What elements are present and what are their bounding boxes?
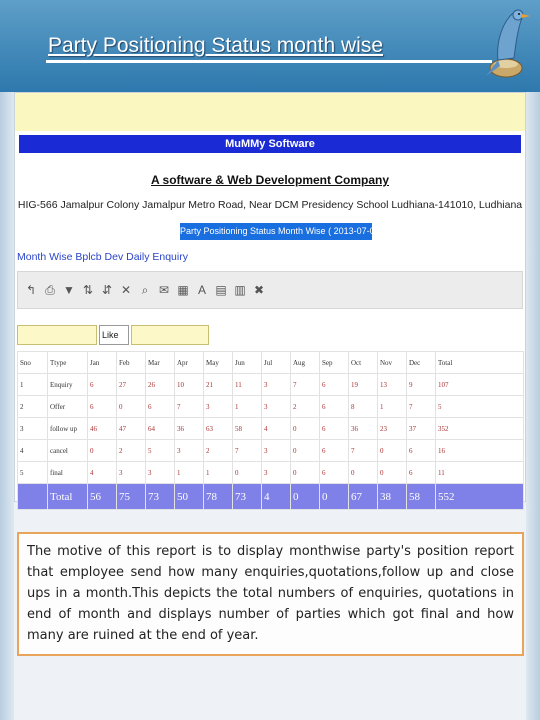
table-cell: 0 xyxy=(291,440,320,462)
report-toolbar xyxy=(17,271,523,309)
table-cell: 10 xyxy=(175,374,204,396)
table-cell: 5 xyxy=(146,440,175,462)
column-header[interactable]: Total xyxy=(436,352,524,374)
table-header-row xyxy=(18,352,524,374)
column-header[interactable]: Mar xyxy=(146,352,175,374)
table-cell: 3 xyxy=(262,374,291,396)
table-cell: 4 xyxy=(18,440,48,462)
table-cell: 27 xyxy=(117,374,146,396)
table-cell: 6 xyxy=(407,440,436,462)
column-header[interactable]: Oct xyxy=(349,352,378,374)
columns-icon[interactable]: ▥ xyxy=(234,283,246,297)
table-cell: 2 xyxy=(117,440,146,462)
slide-title: Party Positioning Status month wise xyxy=(48,34,383,57)
table-cell: 6 xyxy=(320,440,349,462)
table-cell: 11 xyxy=(233,374,262,396)
total-cell xyxy=(18,484,48,510)
total-cell: 75 xyxy=(117,484,146,510)
table-cell: 8 xyxy=(349,396,378,418)
table-total-row xyxy=(18,484,524,510)
filter-row xyxy=(17,325,523,347)
table-cell: 16 xyxy=(436,440,524,462)
table-cell: 7 xyxy=(233,440,262,462)
table-cell: 6 xyxy=(407,462,436,484)
table-row[interactable] xyxy=(18,418,524,440)
print-icon[interactable]: ⎙ xyxy=(45,282,55,297)
table-cell: follow up xyxy=(48,418,88,440)
table-cell: 7 xyxy=(349,440,378,462)
column-header[interactable]: Sno xyxy=(18,352,48,374)
column-header[interactable]: Feb xyxy=(117,352,146,374)
table-cell: 1 xyxy=(18,374,48,396)
table-cell: 1 xyxy=(204,462,233,484)
sort-asc-icon[interactable]: ⇅ xyxy=(82,283,94,297)
column-header[interactable]: Jul xyxy=(262,352,291,374)
clear-sort-icon[interactable]: ✕ xyxy=(120,283,132,297)
table-cell: 64 xyxy=(146,418,175,440)
total-cell: 50 xyxy=(175,484,204,510)
table-cell: 6 xyxy=(146,396,175,418)
table-cell: 46 xyxy=(88,418,117,440)
table-cell: 352 xyxy=(436,418,524,440)
table-cell: 5 xyxy=(18,462,48,484)
breadcrumb[interactable]: Month Wise Bplcb Dev Daily Enquiry xyxy=(17,251,188,263)
table-cell: 4 xyxy=(262,418,291,440)
table-cell: 19 xyxy=(349,374,378,396)
table-cell: 11 xyxy=(436,462,524,484)
total-cell: 73 xyxy=(146,484,175,510)
report-screenshot xyxy=(14,92,526,502)
table-cell: 0 xyxy=(88,440,117,462)
table-row[interactable] xyxy=(18,440,524,462)
table-cell: 36 xyxy=(349,418,378,440)
total-cell: 552 xyxy=(436,484,524,510)
column-header[interactable]: Jan xyxy=(88,352,117,374)
table-cell: 7 xyxy=(407,396,436,418)
table-cell: 21 xyxy=(204,374,233,396)
column-header[interactable]: Dec xyxy=(407,352,436,374)
grid-icon[interactable]: ▦ xyxy=(177,283,189,297)
app-header-bar xyxy=(15,93,525,131)
column-header[interactable]: Aug xyxy=(291,352,320,374)
table-cell: 6 xyxy=(88,396,117,418)
total-cell: 58 xyxy=(407,484,436,510)
table-cell: 0 xyxy=(378,440,407,462)
company-address: HIG-566 Jamalpur Colony Jamalpur Metro Road, Near DCM Presidency School Ludhiana-141010, Ludhiana xyxy=(17,199,523,211)
table-cell: 3 xyxy=(204,396,233,418)
table-cell: final xyxy=(48,462,88,484)
search-icon[interactable]: ⌕ xyxy=(141,282,149,297)
font-icon[interactable]: A xyxy=(197,283,206,297)
table-row[interactable] xyxy=(18,396,524,418)
document-icon[interactable]: ▤ xyxy=(215,283,227,297)
table-cell: 36 xyxy=(175,418,204,440)
table-cell: 0 xyxy=(291,418,320,440)
total-cell: 4 xyxy=(262,484,291,510)
table-cell: 26 xyxy=(146,374,175,396)
table-cell: 6 xyxy=(320,462,349,484)
background-side-right xyxy=(526,92,540,720)
table-cell: 3 xyxy=(18,418,48,440)
column-header[interactable]: May xyxy=(204,352,233,374)
filter-operator-select[interactable]: Like xyxy=(99,325,129,345)
table-cell: 3 xyxy=(262,396,291,418)
table-cell: 58 xyxy=(233,418,262,440)
export-icon[interactable]: ✉ xyxy=(158,283,170,297)
column-header[interactable]: Apr xyxy=(175,352,204,374)
total-cell: 78 xyxy=(204,484,233,510)
table-cell: 107 xyxy=(436,374,524,396)
table-cell: cancel xyxy=(48,440,88,462)
table-cell: 3 xyxy=(175,440,204,462)
table-cell: 1 xyxy=(233,396,262,418)
total-cell: 38 xyxy=(378,484,407,510)
table-cell: 2 xyxy=(291,396,320,418)
table-cell: 2 xyxy=(18,396,48,418)
table-cell: 1 xyxy=(175,462,204,484)
total-cell: Total xyxy=(48,484,88,510)
filter-field-input[interactable] xyxy=(17,325,97,345)
column-header[interactable]: Ttype xyxy=(48,352,88,374)
table-cell: 6 xyxy=(320,396,349,418)
table-cell: 7 xyxy=(175,396,204,418)
table-cell: 3 xyxy=(262,440,291,462)
table-cell: 37 xyxy=(407,418,436,440)
total-cell: 0 xyxy=(320,484,349,510)
table-cell: 0 xyxy=(378,462,407,484)
slide-caption: The motive of this report is to display monthwise party's position report that employee send how many enquiries,quotations,follow up and close ups in a month.This depicts the total numbers of enquiries, quotations in end of month and displays number of parties which got final and how many are ruined at the end of year. xyxy=(17,532,524,656)
table-cell: 3 xyxy=(117,462,146,484)
back-icon[interactable]: ↰ xyxy=(25,283,37,297)
table-row[interactable] xyxy=(18,462,524,484)
table-cell: 2 xyxy=(204,440,233,462)
column-header[interactable]: Nov xyxy=(378,352,407,374)
table-row[interactable] xyxy=(18,374,524,396)
table-cell: 6 xyxy=(88,374,117,396)
total-cell: 73 xyxy=(233,484,262,510)
table-cell: 6 xyxy=(320,374,349,396)
table-cell: 13 xyxy=(378,374,407,396)
total-cell: 56 xyxy=(88,484,117,510)
table-cell: Enquiry xyxy=(48,374,88,396)
table-cell: 23 xyxy=(378,418,407,440)
table-cell: 0 xyxy=(349,462,378,484)
company-tagline: A software & Web Development Company xyxy=(150,173,390,187)
total-cell: 67 xyxy=(349,484,378,510)
table-cell: 47 xyxy=(117,418,146,440)
table-cell: 0 xyxy=(117,396,146,418)
table-cell: 3 xyxy=(262,462,291,484)
table-cell: 6 xyxy=(320,418,349,440)
total-cell: 0 xyxy=(291,484,320,510)
party-status-table xyxy=(17,351,524,510)
table-cell: 3 xyxy=(146,462,175,484)
close-icon[interactable]: ✖ xyxy=(253,283,265,297)
column-header[interactable]: Jun xyxy=(233,352,262,374)
filter-icon[interactable]: ▼ xyxy=(63,283,75,297)
table-cell: Offer xyxy=(48,396,88,418)
table-cell: 7 xyxy=(291,374,320,396)
company-name-bar: MuMMy Software xyxy=(19,135,521,153)
filter-value-input[interactable] xyxy=(131,325,209,345)
column-header[interactable]: Sep xyxy=(320,352,349,374)
bird-logo-icon xyxy=(478,2,534,82)
title-underline xyxy=(46,60,492,63)
table-cell: 0 xyxy=(291,462,320,484)
table-cell: 5 xyxy=(436,396,524,418)
table-cell: 0 xyxy=(233,462,262,484)
table-cell: 9 xyxy=(407,374,436,396)
background-side-left xyxy=(0,92,14,720)
table-cell: 63 xyxy=(204,418,233,440)
sort-desc-icon[interactable]: ⇵ xyxy=(101,283,113,297)
report-title: Party Positioning Status Month Wise ( 2013-07-01 to 2013-07-01 ) xyxy=(180,223,372,240)
table-cell: 1 xyxy=(378,396,407,418)
table-cell: 4 xyxy=(88,462,117,484)
